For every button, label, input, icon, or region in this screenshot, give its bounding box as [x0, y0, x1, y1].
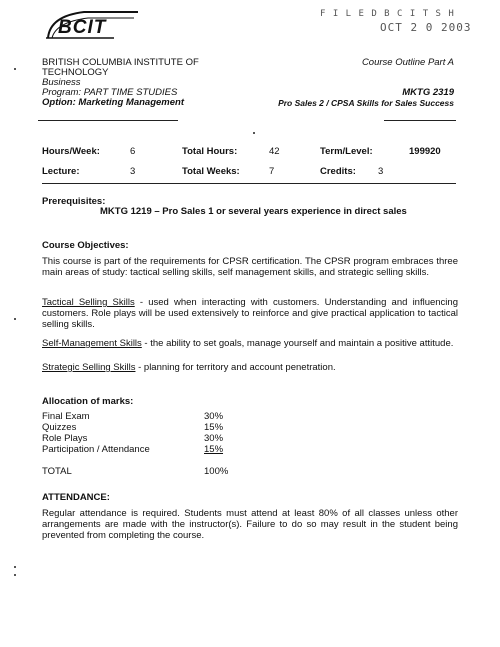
self-management-paragraph	[42, 338, 458, 349]
tactical-skills-text: - used when interacting with customers. Understanding and influencing customers. Role plays will be used extensively to reinforce and give practical application to tactical selling skills.	[42, 297, 458, 331]
option-name: Option: Marketing Management	[42, 97, 184, 108]
self-management-text: - the ability to set goals, manage yourself and maintain a positive attitude.	[141, 338, 454, 349]
received-stamp-line: F I L E D B C I T S H	[320, 9, 455, 19]
marks-pct-final-exam: 30%	[204, 411, 224, 422]
attendance-text: Regular attendance is required. Students must attend at least 80% of all classes unless other arrangements are made with the instructor(s). Failure to do so may result in the student being prevented from completing the course.	[42, 508, 458, 542]
marks-total-label: TOTAL	[42, 466, 72, 477]
marks-pct-participation: 15%	[204, 444, 224, 455]
marks-total-value: 100%	[204, 466, 229, 477]
scan-speck	[14, 574, 16, 576]
strategic-skills-text: - planning for territory and account penetration.	[135, 362, 336, 373]
term-level-value: 199920	[409, 146, 441, 157]
lecture-value: 3	[130, 166, 136, 177]
svg-text:BCIT: BCIT	[58, 17, 107, 38]
hours-week-label: Hours/Week:	[42, 146, 100, 157]
bcit-logo	[44, 8, 140, 40]
info-rule	[42, 183, 456, 184]
credits-value: 3	[378, 166, 384, 177]
total-hours-label: Total Hours:	[182, 146, 238, 157]
marks-item-participation: Participation / Attendance	[42, 444, 150, 455]
tactical-skills-paragraph	[42, 297, 458, 331]
bcit-logo-graphic	[44, 8, 140, 40]
objectives-heading: Course Objectives:	[42, 240, 129, 251]
term-level-label: Term/Level:	[320, 146, 373, 157]
marks-heading: Allocation of marks:	[42, 396, 134, 407]
scan-speck	[14, 566, 16, 568]
strategic-skills-paragraph	[42, 362, 458, 373]
scan-speck	[14, 318, 16, 320]
self-management-label: Self-Management Skills	[42, 338, 142, 349]
strategic-skills-label: Strategic Selling Skills	[42, 362, 136, 373]
institute-name-line1: BRITISH COLUMBIA INSTITUTE OF	[42, 57, 199, 68]
course-code: MKTG 2319	[402, 87, 454, 98]
marks-item-final-exam: Final Exam	[42, 411, 90, 422]
lecture-label: Lecture:	[42, 166, 80, 177]
total-weeks-value: 7	[269, 166, 275, 177]
prerequisites-heading: Prerequisites:	[42, 196, 106, 207]
institute-name-line2: TECHNOLOGY	[42, 67, 109, 78]
prerequisites-text: MKTG 1219 – Pro Sales 1 or several years experience in direct sales	[100, 206, 407, 217]
attendance-heading: ATTENDANCE:	[42, 492, 110, 503]
total-hours-value: 42	[269, 146, 280, 157]
school-name: Business	[42, 77, 81, 88]
marks-item-role-plays: Role Plays	[42, 433, 88, 444]
header-rule-left	[38, 120, 178, 121]
total-weeks-label: Total Weeks:	[182, 166, 240, 177]
header-rule-right	[384, 120, 456, 121]
program-name: Program: PART TIME STUDIES	[42, 87, 178, 98]
tactical-skills-label: Tactical Selling Skills	[42, 297, 135, 308]
hours-week-value: 6	[130, 146, 136, 157]
received-stamp-date: OCT 2 0 2003	[380, 21, 472, 34]
marks-pct-role-plays: 30%	[204, 433, 224, 444]
course-title: Pro Sales 2 / CPSA Skills for Sales Success	[278, 98, 454, 108]
document-type: Course Outline Part A	[361, 57, 454, 68]
marks-item-quizzes: Quizzes	[42, 422, 77, 433]
credits-label: Credits:	[320, 166, 356, 177]
scan-speck	[14, 68, 16, 70]
marks-pct-quizzes: 15%	[204, 422, 224, 433]
scan-speck	[253, 132, 255, 134]
objectives-intro: This course is part of the requirements for CPSR certification. The CPSR program embraces three main areas of study: tactical selling skills, self management skills, and strategic selling skills.	[42, 256, 458, 279]
